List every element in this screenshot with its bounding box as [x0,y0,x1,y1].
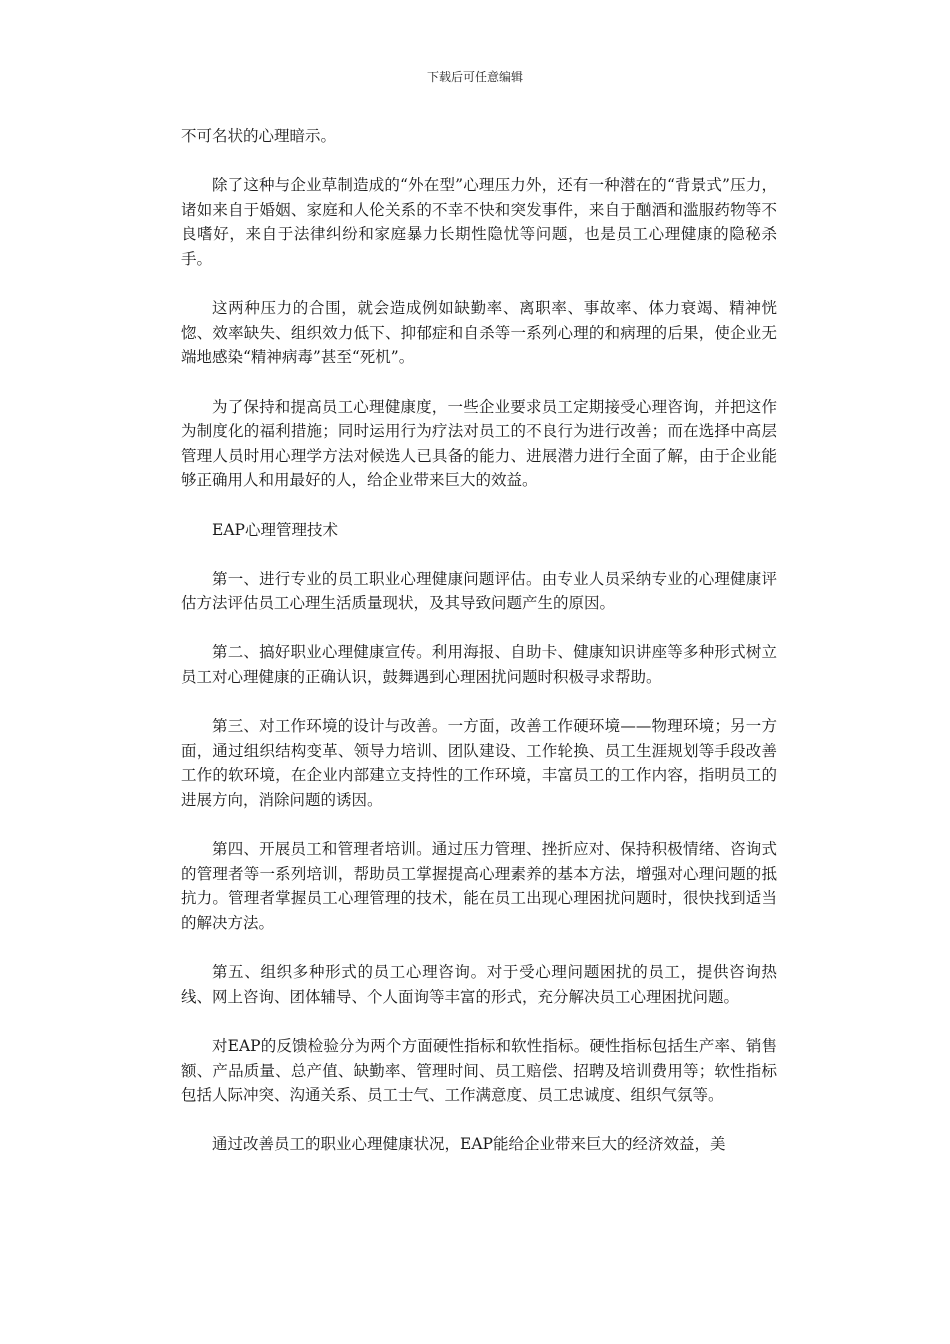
page-header: 下载后可任意编辑 [426,70,523,84]
paragraph-economic-benefit: 通过改善员工的职业心理健康状况，EAP能给企业带来巨大的经济效益，美 [212,1135,726,1154]
paragraph-background-pressure: 除了这种与企业草制造成的“外在型”心理压力外，还有一种潜在的“背景式”压力，诸如来自于婚姻、家庭和人伦关系的不幸不快和突发事件，来自于酗酒和滥服药物等不良嗜好，来自于法律纠纷和家庭暴力长期性隐忧等问题，也是员工心理健康的隐秘杀手。 [181,176,777,268]
paragraph-step-one: 第一、进行专业的员工职业心理健康问题评估。由专业人员采纳专业的心理健康评估方法评估员工心理生活质量现状，及其导致问题产生的原因。 [181,569,777,613]
paragraph-continuation: 不可名状的心理暗示。 [181,127,337,145]
document-body [181,124,777,1157]
paragraph-pressure-consequences: 这两种压力的合围，就会造成例如缺勤率、离职率、事故率、体力衰竭、精神恍惚、效率缺失、组织效力低下、抑郁症和自杀等一系列心理的和病理的后果，使企业无端地感染“精神病毒”甚至“死机”。 [181,299,777,367]
paragraph-feedback-indicators: 对EAP的反馈检验分为两个方面硬性指标和软性指标。硬性指标包括生产率、销售额、产品质量、总产值、缺勤率、管理时间、员工赔偿、招聘及培训费用等；软性指标包括人际冲突、沟通关系、员工士气、工作满意度、员工忠诚度、组织气氛等。 [181,1036,777,1105]
paragraph-step-four: 第四、开展员工和管理者培训。通过压力管理、挫折应对、保持积极情绪、咨询式的管理者等一系列培训，帮助员工掌握提高心理素养的基本方法，增强对心理问题的抵抗力。管理者掌握员工心理管理的技术，能在员工出现心理困扰问题时，很快找到适当的解决方法。 [181,840,777,932]
section-heading-eap: EAP心理管理技术 [212,520,338,539]
paragraph-health-measures: 为了保持和提高员工心理健康度，一些企业要求员工定期接受心理咨询，并把这作为制度化的福利措施；同时运用行为疗法对员工的不良行为进行改善；而在选择中高层管理人员时用心理学方法对候选人已具备的能力、进展潜力进行全面了解，由于企业能够正确用人和用最好的人，给企业带来巨大的效益。 [181,397,777,490]
paragraph-step-two: 第二、搞好职业心理健康宣传。利用海报、自助卡、健康知识讲座等多种形式树立员工对心理健康的正确认识，鼓舞遇到心理困扰问题时积极寻求帮助。 [181,643,777,687]
paragraph-step-three: 第三、对工作环境的设计与改善。一方面，改善工作硬环境——物理环境；另一方面，通过组织结构变革、领导力培训、团队建设、工作轮换、员工生涯规划等手段改善工作的软环境，在企业内部建立支持性的工作环境，丰富员工的工作内容，指明员工的进展方向，消除问题的诱因。 [181,717,777,810]
paragraph-step-five: 第五、组织多种形式的员工心理咨询。对于受心理问题困扰的员工，提供咨询热线、网上咨询、团体辅导、个人面询等丰富的形式，充分解决员工心理困扰问题。 [181,963,777,1006]
